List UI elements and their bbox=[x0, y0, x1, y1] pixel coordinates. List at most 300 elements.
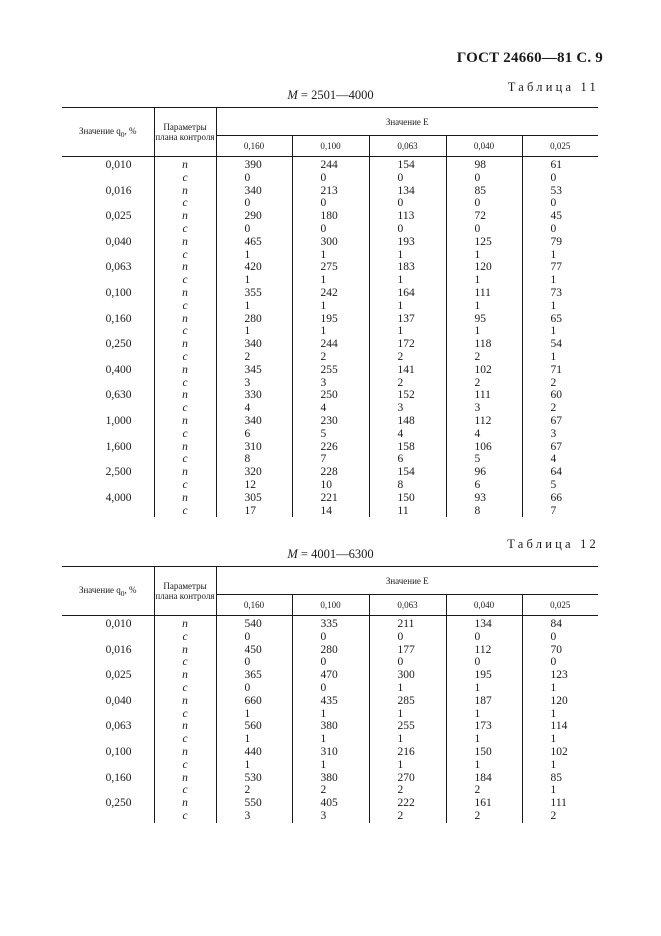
param-symbol: c bbox=[154, 784, 216, 797]
cell-value: 1 bbox=[522, 351, 598, 364]
cell-value: 1 bbox=[216, 249, 292, 262]
cell-value: 0 bbox=[292, 223, 369, 236]
param-symbol: c bbox=[154, 505, 216, 518]
cell-value: 3 bbox=[216, 377, 292, 390]
cell-value: 4 bbox=[446, 428, 522, 441]
cell-value: 79 bbox=[522, 236, 598, 249]
cell-value: 0 bbox=[216, 631, 292, 644]
q0-value: 0,025 bbox=[105, 669, 132, 682]
cell-value: 65 bbox=[522, 313, 598, 326]
param-symbol: c bbox=[154, 172, 216, 185]
table-row bbox=[62, 492, 598, 505]
cell-value: 340 bbox=[216, 415, 292, 428]
q0-empty bbox=[62, 325, 154, 338]
cell-value: 221 bbox=[292, 492, 369, 505]
q0-value: 0,016 bbox=[105, 184, 132, 197]
table-row bbox=[62, 261, 598, 274]
cell-value: 14 bbox=[292, 505, 369, 518]
cell-value: 66 bbox=[522, 492, 598, 505]
table-row bbox=[62, 351, 598, 364]
q0-empty bbox=[62, 682, 154, 695]
cell-value: 0 bbox=[216, 197, 292, 210]
q0-empty bbox=[62, 249, 154, 262]
table-row bbox=[62, 313, 598, 326]
q0-value: 0,630 bbox=[105, 389, 132, 402]
cell-value: 335 bbox=[292, 616, 369, 631]
cell-value: 180 bbox=[292, 210, 369, 223]
cell-value: 195 bbox=[292, 313, 369, 326]
cell-value: 0 bbox=[369, 172, 446, 185]
cell-value: 0 bbox=[216, 682, 292, 695]
table-row bbox=[62, 784, 598, 797]
cell-value: 134 bbox=[369, 185, 446, 198]
cell-value: 120 bbox=[446, 261, 522, 274]
cell-value: 1 bbox=[216, 325, 292, 338]
cell-value: 2 bbox=[446, 810, 522, 823]
cell-value: 0 bbox=[522, 172, 598, 185]
param-symbol: n bbox=[154, 720, 216, 733]
table-row bbox=[62, 185, 598, 198]
table-row bbox=[62, 797, 598, 810]
cell-value: 0 bbox=[292, 197, 369, 210]
cell-value: 211 bbox=[369, 616, 446, 631]
cell-value: 1 bbox=[522, 682, 598, 695]
header-e-value: 0,063 bbox=[369, 136, 446, 157]
cell-value: 1 bbox=[369, 682, 446, 695]
cell-value: 1 bbox=[522, 759, 598, 772]
cell-value: 2 bbox=[446, 377, 522, 390]
cell-value: 242 bbox=[292, 287, 369, 300]
cell-value: 85 bbox=[522, 772, 598, 785]
cell-value: 1 bbox=[369, 300, 446, 313]
cell-value: 0 bbox=[522, 197, 598, 210]
table-row bbox=[62, 746, 598, 759]
q0-empty bbox=[62, 274, 154, 287]
table-12-label: Таблица 12 bbox=[507, 537, 599, 551]
param-symbol: c bbox=[154, 402, 216, 415]
table-row bbox=[62, 810, 598, 823]
param-symbol: c bbox=[154, 733, 216, 746]
table-row bbox=[62, 720, 598, 733]
cell-value: 1 bbox=[522, 300, 598, 313]
q0-value: 0,250 bbox=[105, 797, 132, 810]
q0-value: 0,063 bbox=[105, 261, 132, 274]
cell-value: 2 bbox=[369, 784, 446, 797]
table-11-title-range: = 2501—4000 bbox=[297, 88, 374, 102]
table-row bbox=[62, 157, 598, 172]
cell-value: 1 bbox=[446, 325, 522, 338]
cell-value: 5 bbox=[446, 453, 522, 466]
table-row bbox=[62, 644, 598, 657]
cell-value: 228 bbox=[292, 466, 369, 479]
cell-value: 2 bbox=[292, 351, 369, 364]
cell-value: 530 bbox=[216, 772, 292, 785]
table-11 bbox=[62, 107, 598, 517]
param-symbol: n bbox=[154, 287, 216, 300]
param-symbol: n bbox=[154, 185, 216, 198]
cell-value: 111 bbox=[446, 389, 522, 402]
cell-value: 4 bbox=[522, 453, 598, 466]
header-e-value: 0,063 bbox=[369, 595, 446, 616]
table-row bbox=[62, 402, 598, 415]
cell-value: 150 bbox=[446, 746, 522, 759]
q0-empty bbox=[62, 759, 154, 772]
cell-value: 0 bbox=[369, 223, 446, 236]
cell-value: 148 bbox=[369, 415, 446, 428]
header-e-value: 0,160 bbox=[216, 136, 292, 157]
q0-value: 0,160 bbox=[105, 312, 132, 325]
cell-value: 320 bbox=[216, 466, 292, 479]
table-row bbox=[62, 415, 598, 428]
param-symbol: c bbox=[154, 428, 216, 441]
cell-value: 71 bbox=[522, 364, 598, 377]
cell-value: 111 bbox=[446, 287, 522, 300]
cell-value: 270 bbox=[369, 772, 446, 785]
cell-value: 340 bbox=[216, 338, 292, 351]
cell-value: 8 bbox=[216, 453, 292, 466]
table-row bbox=[62, 210, 598, 223]
header-e-value: 0,100 bbox=[292, 595, 369, 616]
table-row bbox=[62, 249, 598, 262]
header-params: Параметры плана контроля bbox=[154, 567, 216, 616]
cell-value: 53 bbox=[522, 185, 598, 198]
cell-value: 2 bbox=[216, 351, 292, 364]
cell-value: 0 bbox=[292, 682, 369, 695]
param-symbol: n bbox=[154, 797, 216, 810]
cell-value: 67 bbox=[522, 441, 598, 454]
cell-value: 64 bbox=[522, 466, 598, 479]
cell-value: 85 bbox=[446, 185, 522, 198]
cell-value: 10 bbox=[292, 479, 369, 492]
param-symbol: c bbox=[154, 351, 216, 364]
cell-value: 54 bbox=[522, 338, 598, 351]
table-row bbox=[62, 695, 598, 708]
table-12 bbox=[62, 566, 598, 823]
cell-value: 73 bbox=[522, 287, 598, 300]
cell-value: 1 bbox=[292, 708, 369, 721]
table-row bbox=[62, 325, 598, 338]
q0-value: 0,100 bbox=[105, 286, 132, 299]
header-e-value: 0,025 bbox=[522, 595, 598, 616]
param-symbol: c bbox=[154, 656, 216, 669]
cell-value: 60 bbox=[522, 389, 598, 402]
table-row bbox=[62, 172, 598, 185]
cell-value: 7 bbox=[522, 505, 598, 518]
cell-value: 152 bbox=[369, 389, 446, 402]
cell-value: 1 bbox=[446, 274, 522, 287]
cell-value: 450 bbox=[216, 644, 292, 657]
cell-value: 70 bbox=[522, 644, 598, 657]
cell-value: 1 bbox=[446, 708, 522, 721]
cell-value: 1 bbox=[446, 300, 522, 313]
cell-value: 470 bbox=[292, 669, 369, 682]
cell-value: 111 bbox=[522, 797, 598, 810]
cell-value: 112 bbox=[446, 415, 522, 428]
cell-value: 1 bbox=[369, 759, 446, 772]
cell-value: 17 bbox=[216, 505, 292, 518]
q0-value: 0,016 bbox=[105, 643, 132, 656]
q0-value: 1,000 bbox=[105, 414, 132, 427]
cell-value: 98 bbox=[446, 157, 522, 172]
q0-value: 0,160 bbox=[105, 771, 132, 784]
table-11-label: Таблица 11 bbox=[507, 80, 599, 94]
cell-value: 93 bbox=[446, 492, 522, 505]
table-row bbox=[62, 708, 598, 721]
q0-empty bbox=[62, 708, 154, 721]
header-e-value: 0,025 bbox=[522, 136, 598, 157]
table-row bbox=[62, 682, 598, 695]
cell-value: 420 bbox=[216, 261, 292, 274]
param-symbol: n bbox=[154, 492, 216, 505]
q0-empty bbox=[62, 172, 154, 185]
cell-value: 0 bbox=[216, 223, 292, 236]
cell-value: 2 bbox=[292, 784, 369, 797]
param-symbol: n bbox=[154, 772, 216, 785]
table-11-title-m: M bbox=[287, 88, 298, 102]
cell-value: 164 bbox=[369, 287, 446, 300]
q0-empty bbox=[62, 351, 154, 364]
param-symbol: c bbox=[154, 810, 216, 823]
cell-value: 465 bbox=[216, 236, 292, 249]
cell-value: 1 bbox=[216, 300, 292, 313]
q0-empty bbox=[62, 197, 154, 210]
cell-value: 172 bbox=[369, 338, 446, 351]
param-symbol: c bbox=[154, 377, 216, 390]
q0-empty bbox=[62, 453, 154, 466]
param-symbol: c bbox=[154, 249, 216, 262]
cell-value: 154 bbox=[369, 466, 446, 479]
cell-value: 305 bbox=[216, 492, 292, 505]
cell-value: 1 bbox=[216, 733, 292, 746]
cell-value: 158 bbox=[369, 441, 446, 454]
cell-value: 1 bbox=[292, 300, 369, 313]
header-e-group: Значение E bbox=[216, 567, 598, 595]
cell-value: 72 bbox=[446, 210, 522, 223]
cell-value: 0 bbox=[522, 631, 598, 644]
param-symbol: n bbox=[154, 644, 216, 657]
q0-value: 1,600 bbox=[105, 440, 132, 453]
cell-value: 330 bbox=[216, 389, 292, 402]
cell-value: 112 bbox=[446, 644, 522, 657]
cell-value: 77 bbox=[522, 261, 598, 274]
param-symbol: c bbox=[154, 223, 216, 236]
cell-value: 96 bbox=[446, 466, 522, 479]
table-row bbox=[62, 338, 598, 351]
cell-value: 380 bbox=[292, 720, 369, 733]
q0-empty bbox=[62, 810, 154, 823]
cell-value: 102 bbox=[522, 746, 598, 759]
param-symbol: n bbox=[154, 441, 216, 454]
param-symbol: n bbox=[154, 313, 216, 326]
cell-value: 0 bbox=[369, 631, 446, 644]
cell-value: 0 bbox=[292, 631, 369, 644]
q0-value: 0,100 bbox=[105, 745, 132, 758]
table-row bbox=[62, 300, 598, 313]
q0-empty bbox=[62, 479, 154, 492]
table-row bbox=[62, 364, 598, 377]
header-params: Параметры плана контроля bbox=[154, 108, 216, 157]
header-e-value: 0,040 bbox=[446, 136, 522, 157]
param-symbol: n bbox=[154, 210, 216, 223]
cell-value: 183 bbox=[369, 261, 446, 274]
cell-value: 3 bbox=[369, 402, 446, 415]
q0-value: 4,000 bbox=[105, 491, 132, 504]
cell-value: 222 bbox=[369, 797, 446, 810]
cell-value: 2 bbox=[522, 810, 598, 823]
cell-value: 365 bbox=[216, 669, 292, 682]
param-symbol: c bbox=[154, 479, 216, 492]
cell-value: 1 bbox=[446, 682, 522, 695]
cell-value: 84 bbox=[522, 616, 598, 631]
table-row bbox=[62, 377, 598, 390]
cell-value: 310 bbox=[216, 441, 292, 454]
cell-value: 550 bbox=[216, 797, 292, 810]
cell-value: 0 bbox=[522, 223, 598, 236]
table-row bbox=[62, 479, 598, 492]
table-row bbox=[62, 656, 598, 669]
q0-empty bbox=[62, 223, 154, 236]
cell-value: 0 bbox=[446, 197, 522, 210]
cell-value: 3 bbox=[522, 428, 598, 441]
q0-empty bbox=[62, 784, 154, 797]
q0-value: 0,400 bbox=[105, 363, 132, 376]
cell-value: 345 bbox=[216, 364, 292, 377]
q0-empty bbox=[62, 402, 154, 415]
table-12-title-m: M bbox=[287, 547, 298, 561]
cell-value: 2 bbox=[446, 784, 522, 797]
page-header: ГОСТ 24660—81 С. 9 bbox=[456, 50, 603, 66]
q0-empty bbox=[62, 631, 154, 644]
cell-value: 0 bbox=[369, 656, 446, 669]
header-e-group: Значение E bbox=[216, 108, 598, 136]
param-symbol: n bbox=[154, 695, 216, 708]
q0-value: 0,010 bbox=[105, 618, 132, 630]
cell-value: 125 bbox=[446, 236, 522, 249]
cell-value: 280 bbox=[216, 313, 292, 326]
cell-value: 12 bbox=[216, 479, 292, 492]
table-11-title bbox=[0, 88, 661, 103]
table-row bbox=[62, 274, 598, 287]
cell-value: 355 bbox=[216, 287, 292, 300]
q0-empty bbox=[62, 505, 154, 518]
param-symbol: n bbox=[154, 669, 216, 682]
cell-value: 7 bbox=[292, 453, 369, 466]
cell-value: 195 bbox=[446, 669, 522, 682]
cell-value: 141 bbox=[369, 364, 446, 377]
param-symbol: n bbox=[154, 389, 216, 402]
cell-value: 4 bbox=[369, 428, 446, 441]
param-symbol: c bbox=[154, 325, 216, 338]
cell-value: 184 bbox=[446, 772, 522, 785]
param-symbol: c bbox=[154, 682, 216, 695]
q0-value: 0,040 bbox=[105, 694, 132, 707]
cell-value: 3 bbox=[216, 810, 292, 823]
table-row bbox=[62, 236, 598, 249]
q0-empty bbox=[62, 733, 154, 746]
cell-value: 1 bbox=[369, 708, 446, 721]
cell-value: 340 bbox=[216, 185, 292, 198]
cell-value: 8 bbox=[369, 479, 446, 492]
table-row bbox=[62, 616, 598, 631]
param-symbol: c bbox=[154, 197, 216, 210]
cell-value: 154 bbox=[369, 157, 446, 172]
cell-value: 2 bbox=[522, 377, 598, 390]
cell-value: 440 bbox=[216, 746, 292, 759]
header-q0: Значение $q_0$, % bbox=[78, 125, 137, 139]
cell-value: 300 bbox=[292, 236, 369, 249]
header-e-value: 0,040 bbox=[446, 595, 522, 616]
cell-value: 0 bbox=[216, 656, 292, 669]
table-row bbox=[62, 759, 598, 772]
cell-value: 1 bbox=[369, 733, 446, 746]
cell-value: 1 bbox=[522, 249, 598, 262]
cell-value: 3 bbox=[446, 402, 522, 415]
cell-value: 173 bbox=[446, 720, 522, 733]
cell-value: 1 bbox=[369, 325, 446, 338]
cell-value: 1 bbox=[522, 784, 598, 797]
cell-value: 285 bbox=[369, 695, 446, 708]
cell-value: 0 bbox=[216, 172, 292, 185]
q0-empty bbox=[62, 656, 154, 669]
cell-value: 2 bbox=[369, 351, 446, 364]
cell-value: 150 bbox=[369, 492, 446, 505]
param-symbol: n bbox=[154, 261, 216, 274]
cell-value: 1 bbox=[216, 759, 292, 772]
cell-value: 123 bbox=[522, 669, 598, 682]
cell-value: 6 bbox=[369, 453, 446, 466]
param-symbol: c bbox=[154, 708, 216, 721]
cell-value: 8 bbox=[446, 505, 522, 518]
cell-value: 244 bbox=[292, 338, 369, 351]
cell-value: 255 bbox=[292, 364, 369, 377]
cell-value: 2 bbox=[216, 784, 292, 797]
cell-value: 1 bbox=[292, 249, 369, 262]
cell-value: 177 bbox=[369, 644, 446, 657]
table-row bbox=[62, 733, 598, 746]
cell-value: 1 bbox=[292, 325, 369, 338]
cell-value: 0 bbox=[446, 172, 522, 185]
cell-value: 118 bbox=[446, 338, 522, 351]
cell-value: 1 bbox=[292, 274, 369, 287]
cell-value: 1 bbox=[216, 274, 292, 287]
param-symbol: c bbox=[154, 274, 216, 287]
cell-value: 0 bbox=[292, 656, 369, 669]
cell-value: 193 bbox=[369, 236, 446, 249]
cell-value: 244 bbox=[292, 157, 369, 172]
param-symbol: n bbox=[154, 364, 216, 377]
cell-value: 95 bbox=[446, 313, 522, 326]
param-symbol: n bbox=[154, 616, 216, 631]
cell-value: 5 bbox=[522, 479, 598, 492]
cell-value: 137 bbox=[369, 313, 446, 326]
table-row bbox=[62, 631, 598, 644]
cell-value: 6 bbox=[446, 479, 522, 492]
cell-value: 1 bbox=[446, 733, 522, 746]
table-row bbox=[62, 466, 598, 479]
cell-value: 106 bbox=[446, 441, 522, 454]
cell-value: 45 bbox=[522, 210, 598, 223]
cell-value: 61 bbox=[522, 157, 598, 172]
cell-value: 120 bbox=[522, 695, 598, 708]
cell-value: 1 bbox=[522, 733, 598, 746]
cell-value: 0 bbox=[522, 656, 598, 669]
param-symbol: n bbox=[154, 466, 216, 479]
table-row bbox=[62, 223, 598, 236]
cell-value: 2 bbox=[369, 810, 446, 823]
cell-value: 161 bbox=[446, 797, 522, 810]
cell-value: 660 bbox=[216, 695, 292, 708]
cell-value: 275 bbox=[292, 261, 369, 274]
